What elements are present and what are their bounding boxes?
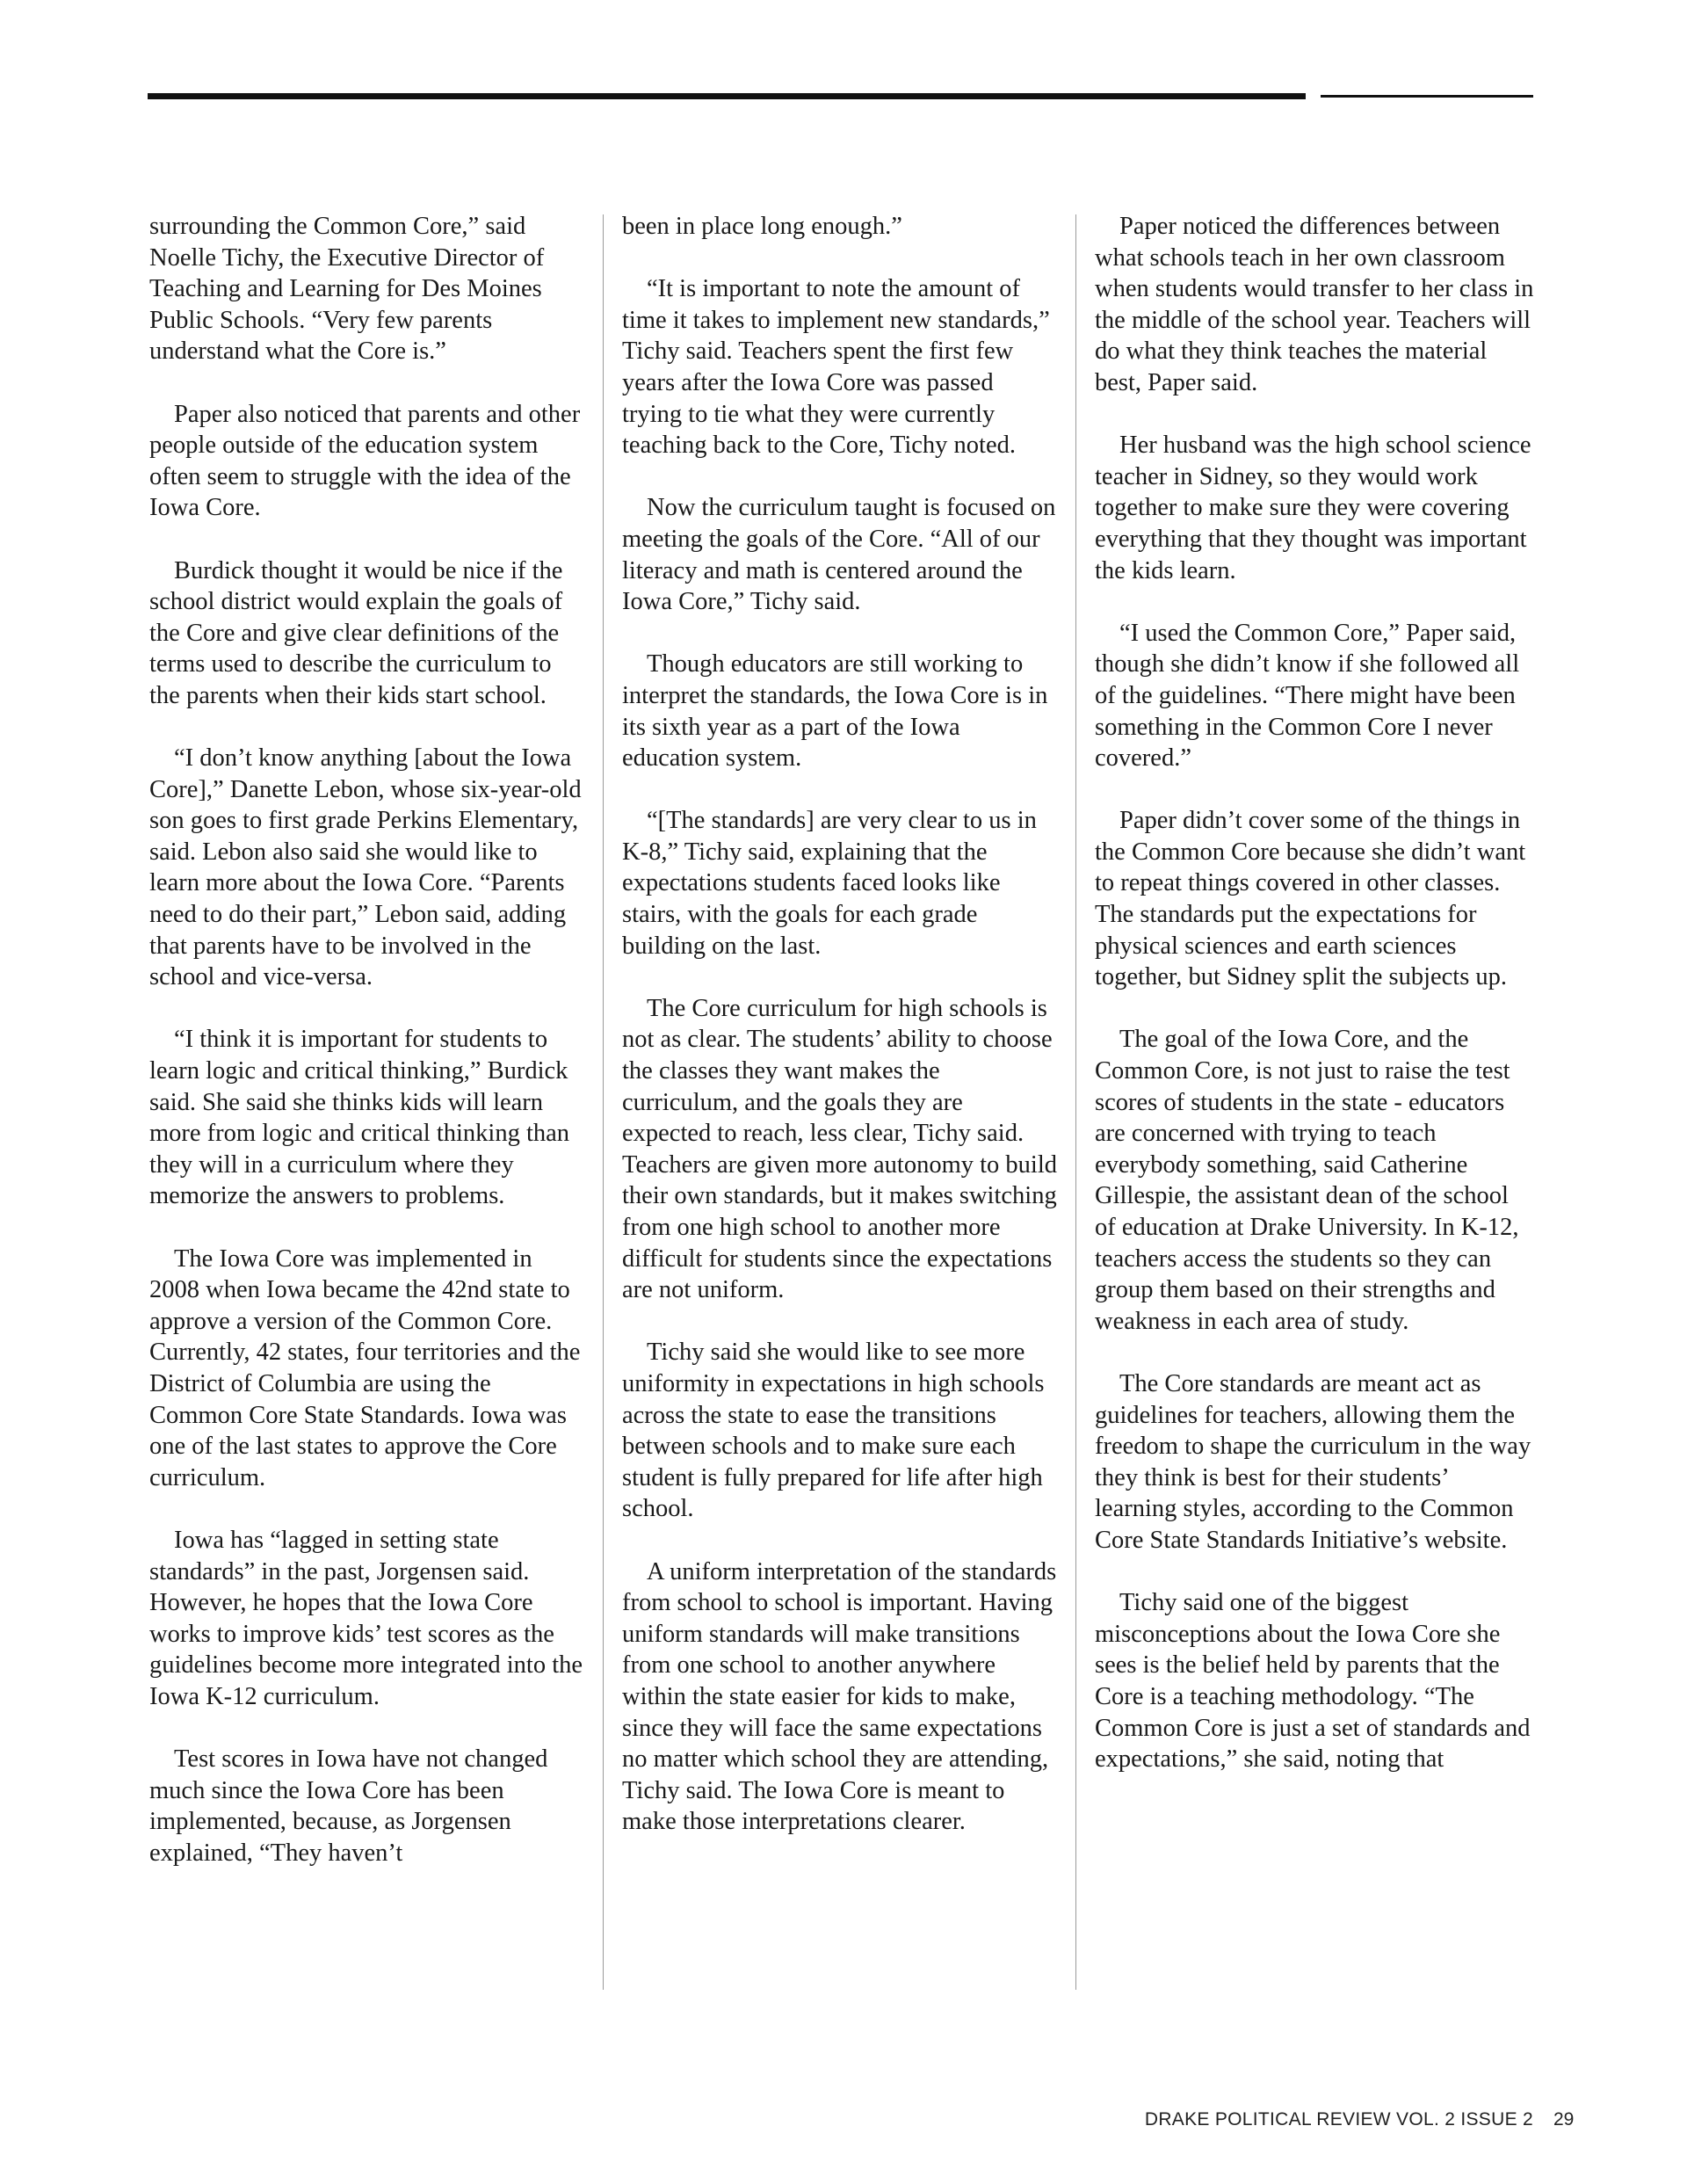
paragraph: “It is important to note the amount of time it takes to implement new standards,” Tichy said. Teachers spent the first few years after the Iowa Core was passed trying to tie what they were currently teaching back to the Core, Tichy noted. bbox=[622, 275, 1050, 460]
footer-publication: DRAKE POLITICAL REVIEW VOL. 2 ISSUE 2 bbox=[1144, 2109, 1533, 2130]
paragraph: “I don’t know anything [about the Iowa Core],” Danette Lebon, whose six-year-old son goes to first grade Perkins Elementary, said. Lebon also said she would like to learn more about the Iowa Core. “Parents need to do their part,” Lebon said, adding that parents have to be involved in the school and vice-versa. bbox=[149, 744, 582, 991]
article-column-3 bbox=[1095, 211, 1534, 1806]
paragraph: The Iowa Core was implemented in 2008 when Iowa became the 42nd state to approve a version of the Common Core. Currently, 42 states, four territories and the District of Columbia are using the Common Core State Standards. Iowa was one of the last states to approve the Core curriculum. bbox=[149, 1244, 581, 1491]
paragraph: Tichy said she would like to see more uniformity in expectations in high schools across the state to ease the transitions between schools and to make sure each student is fully prepared for life after high school. bbox=[622, 1339, 1045, 1523]
paragraph: surrounding the Common Core,” said Noelle Tichy, the Executive Director of Teaching and Learning for Des Moines Public Schools. “Very few parents understand what the Core is.” bbox=[149, 213, 545, 366]
paragraph: Paper noticed the differences between what schools teach in her own classroom when students would transfer to her class in the middle of the school year. Teachers will do what they think teaches the material best, Paper said. bbox=[1095, 213, 1534, 396]
column-divider-2 bbox=[1075, 214, 1076, 1990]
paragraph: Now the curriculum taught is focused on meeting the goals of the Core. “All of our literacy and math is centered around the Iowa Core,” Tichy said. bbox=[622, 494, 1056, 616]
paragraph: The goal of the Iowa Core, and the Common Core, is not just to raise the test scores of students in the state - educators are concerned with trying to teach everybody something, said Catherine Gillespie, the assistant dean of the school of education at Drake University. In K-12, teachers access the students so they can group them based on their strengths and weakness in each area of study. bbox=[1095, 1026, 1519, 1335]
header-rule-thin bbox=[1321, 95, 1533, 98]
column-divider-1 bbox=[603, 214, 604, 1990]
paragraph: Burdick thought it would be nice if the school district would explain the goals of the Core and give clear definitions of the terms used to describe the curriculum to the parents when their kids start school. bbox=[149, 556, 563, 709]
paragraph: A uniform interpretation of the standards from school to school is important. Having uniform standards will make transitions from one school to another anywhere within the state easier for kids to make, since they will face the same expectations no matter which school they are attending, Tichy said. The Iowa Core is meant to make those interpretations clearer. bbox=[622, 1557, 1057, 1836]
paragraph: Her husband was the high school science teacher in Sidney, so they would work together to make sure they were covering everything that they thought was important the kids learn. bbox=[1095, 432, 1531, 584]
header-rule-thick bbox=[148, 93, 1306, 99]
paragraph: “[The standards] are very clear to us in K-8,” Tichy said, explaining that the expectations students faced looks like stairs, with the goals for each grade building on the last. bbox=[622, 807, 1037, 960]
article-column-2 bbox=[622, 211, 1058, 1868]
paragraph: Paper didn’t cover some of the things in the Common Core because she didn’t want to repeat things covered in other classes. The standards put the expectations for physical sciences and earth sciences together, but Sidney split the subjects up. bbox=[1095, 807, 1526, 991]
paragraph: “I think it is important for students to learn logic and critical thinking,” Burdick said. She said she thinks kids will learn more from logic and critical thinking than they will in a curriculum where they memorize the answers to problems. bbox=[149, 1026, 570, 1210]
paragraph: The Core standards are meant act as guidelines for teachers, allowing them the freedom to shape the curriculum in the way they think is best for their students’ learning styles, according to the Common Core State Standards Initiative’s website. bbox=[1095, 1369, 1531, 1554]
paragraph: been in place long enough.” bbox=[622, 213, 902, 240]
paragraph: “I used the Common Core,” Paper said, though she didn’t know if she followed all of the guidelines. “There might have been something in the Common Core I never covered.” bbox=[1095, 619, 1520, 773]
paragraph: Test scores in Iowa have not changed much since the Iowa Core has been implemented, because, as Jorgensen explained, “They haven’t bbox=[149, 1745, 548, 1867]
paragraph: Paper also noticed that parents and other people outside of the education system often seem to struggle with the idea of the Iowa Core. bbox=[149, 400, 581, 522]
paragraph: Though educators are still working to interpret the standards, the Iowa Core is in its sixth year as a part of the Iowa education system. bbox=[622, 650, 1048, 773]
paragraph: Iowa has “lagged in setting state standards” in the past, Jorgensen said. However, he hopes that the Iowa Core works to improve kids’ test scores as the guidelines become more integrated into the Iowa K-12 curriculum. bbox=[149, 1526, 583, 1710]
paragraph: Tichy said one of the biggest misconceptions about the Iowa Core she sees is the belief held by parents that the Core is a teaching methodology. “The Common Core is just a set of standards and expectations,” she said, noting that bbox=[1095, 1589, 1531, 1774]
paragraph: The Core curriculum for high schools is not as clear. The students’ ability to choose the classes they want makes the curriculum, and the goals they are expected to reach, less clear, Tichy said. Teachers are given more autonomy to build their own standards, but it makes switching from one high school to another more difficult for students since the expectations are not uniform. bbox=[622, 994, 1058, 1304]
page-number: 29 bbox=[1553, 2109, 1575, 2130]
article-column-1 bbox=[149, 211, 585, 1900]
